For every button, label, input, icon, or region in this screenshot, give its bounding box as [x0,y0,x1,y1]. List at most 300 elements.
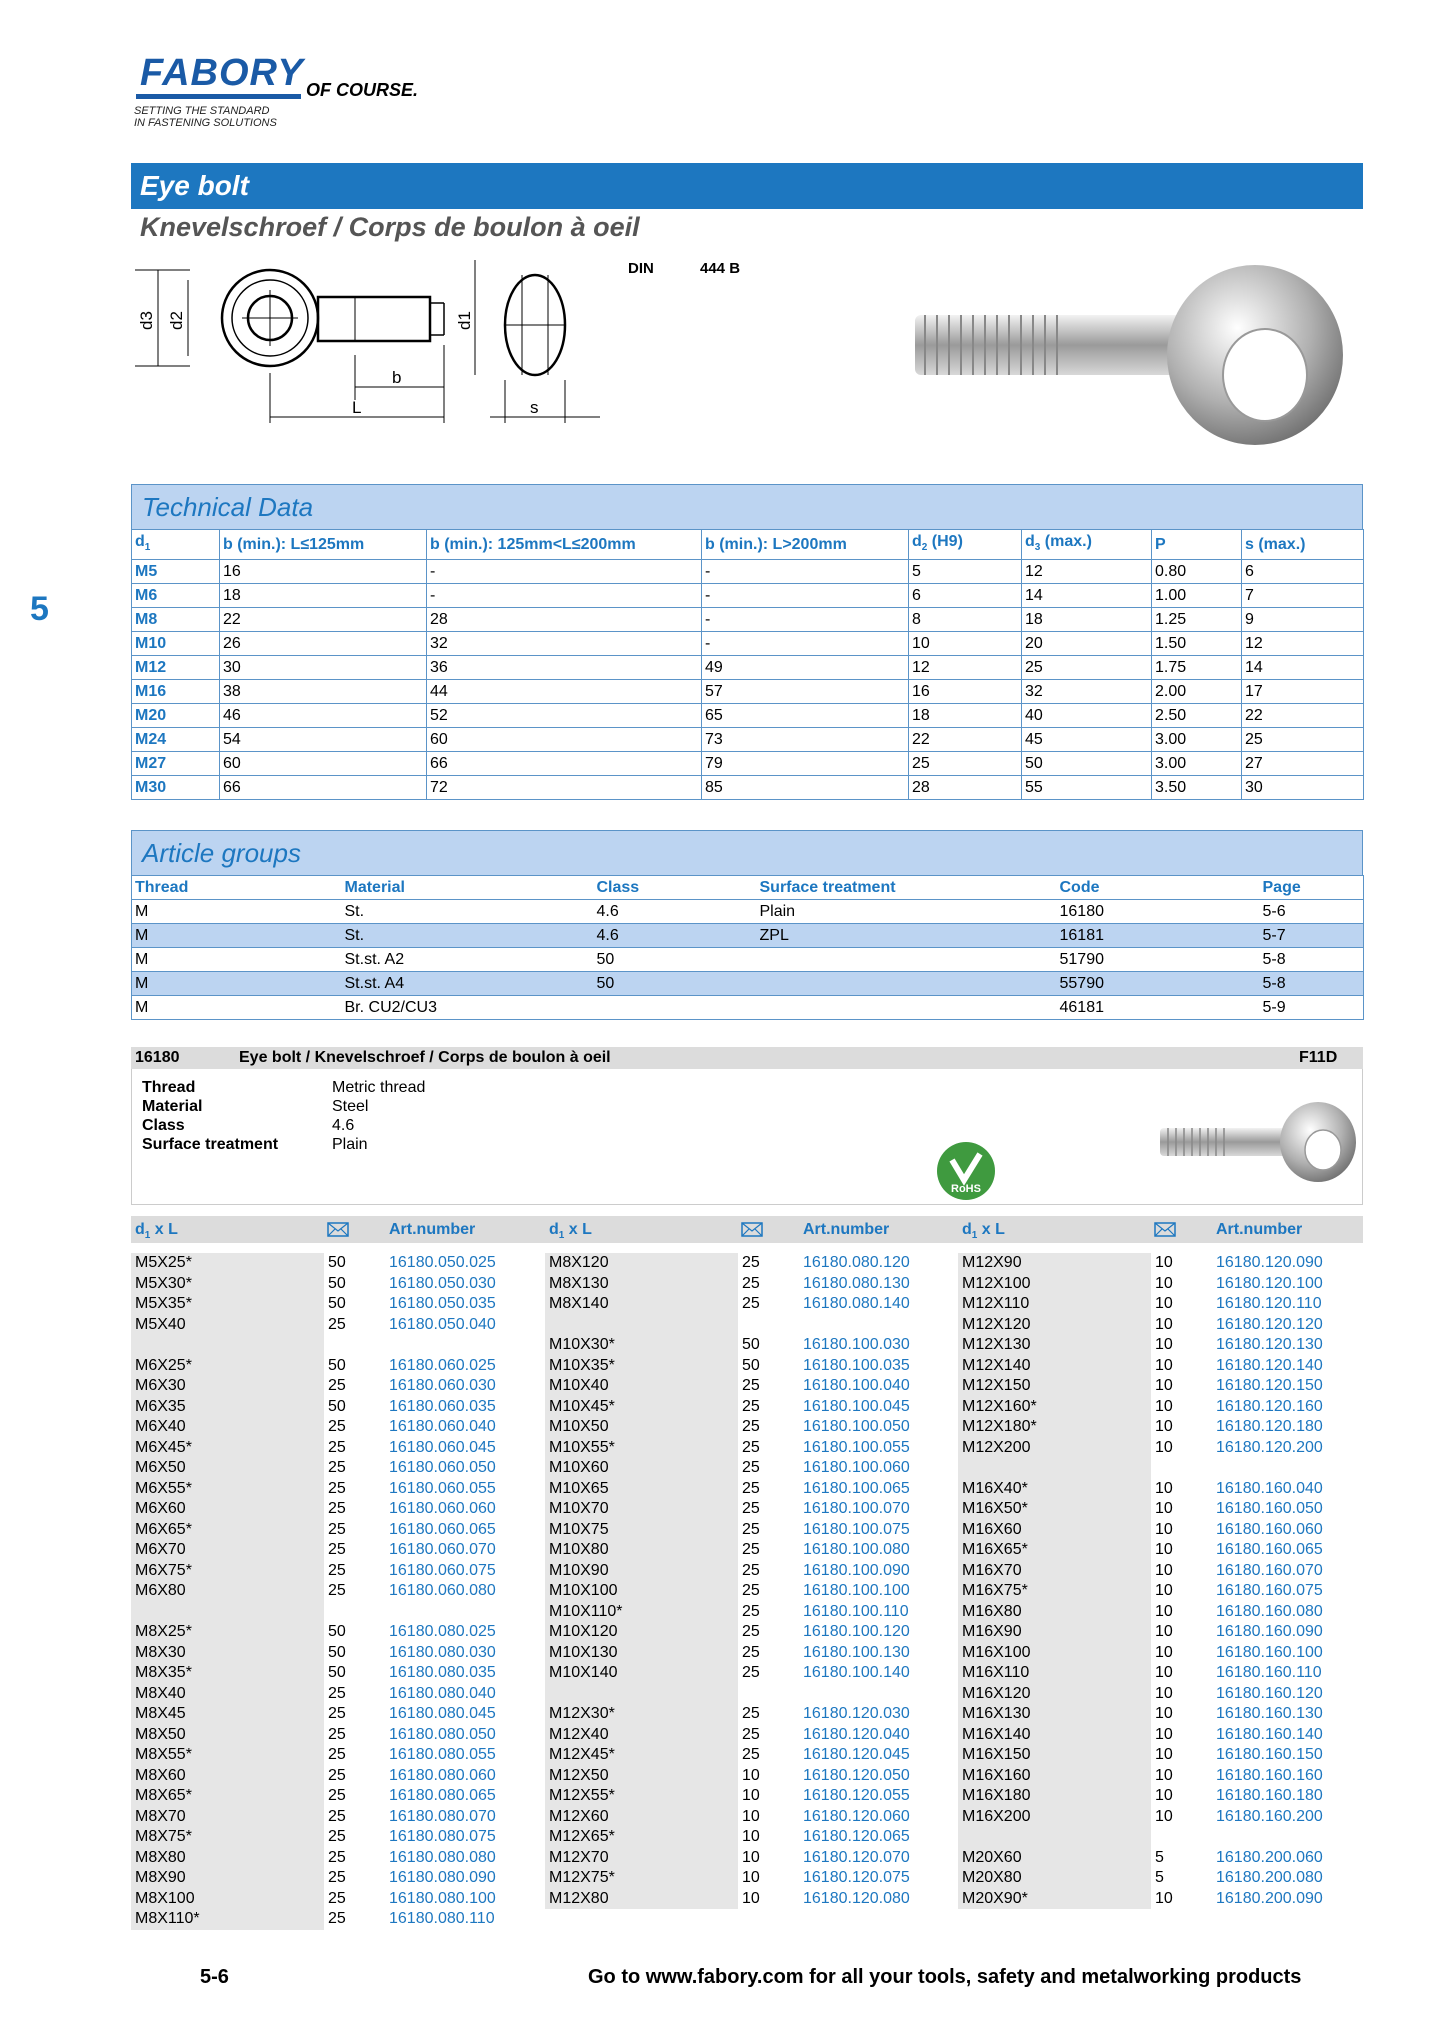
listing-art-number: 16180.100.040 [803,1377,910,1394]
listing-size: M6X30 [135,1377,186,1394]
listing-qty: 25 [328,1910,346,1927]
label-d3: d3 [137,311,156,330]
product-specs [142,1078,425,1154]
tech-cell: 6 [909,584,1022,608]
listing-qty: 25 [328,1746,346,1763]
article-cell: M [132,948,342,972]
listing-qty: 5 [1155,1848,1164,1866]
listing-qty: 25 [328,1787,346,1804]
spec-key: Material [142,1098,203,1115]
listing-size: M8X25* [135,1623,192,1640]
tech-cell: 16 [220,560,427,584]
listing-art-number: 16180.100.130 [803,1643,910,1661]
listing-qty: 25 [328,1377,346,1394]
listing-qty: 10 [742,1889,760,1907]
listing-art-number: 16180.120.055 [803,1787,910,1804]
listing-size: M12X180* [962,1418,1037,1435]
listing-qty: 25 [328,1520,346,1538]
listing-qty: 25 [742,1643,760,1661]
listing-qty: 25 [328,1848,346,1866]
listing-qty: 25 [328,1479,346,1497]
article-col-header: Code [1057,876,1260,900]
listing-size: M10X35* [549,1356,615,1374]
article-cell: St. [342,900,594,924]
article-cell [594,996,757,1020]
article-cell: 4.6 [594,924,757,948]
listing-qty: 10 [1155,1479,1173,1497]
listing-art-number: 16180.080.110 [389,1910,495,1927]
spec-value: Plain [332,1136,368,1153]
tech-cell: 18 [909,704,1022,728]
listing-size: M10X45* [549,1397,615,1415]
article-group-row [132,924,1364,948]
listing-size: M12X80 [549,1889,609,1907]
tech-cell: 12 [909,656,1022,680]
article-cell: 51790 [1057,948,1260,972]
listing-art-number: 16180.160.180 [1216,1787,1323,1804]
article-cell: M [132,924,342,948]
listing-size: M12X45* [549,1746,615,1763]
tech-row [132,776,1364,800]
article-cell: 16180 [1057,900,1260,924]
tech-cell: 3.50 [1152,776,1242,800]
listing-size: M8X130 [549,1274,609,1292]
listing-qty: 10 [1155,1684,1173,1702]
tech-thread-cell: M30 [132,776,220,800]
listing-qty: 10 [1155,1602,1173,1620]
listing-size: M8X60 [135,1766,186,1784]
listing-qty: 10 [1155,1438,1173,1456]
tech-cell: 14 [1022,584,1152,608]
tech-cell: 3.00 [1152,728,1242,752]
tech-row [132,680,1364,704]
listing-art-number: 16180.080.055 [389,1746,496,1763]
listing-qty: 10 [1155,1377,1173,1394]
tech-thread-cell: M10 [132,632,220,656]
article-cell: 5-6 [1260,900,1364,924]
article-cell: 4.6 [594,900,757,924]
tech-cell: 18 [1022,608,1152,632]
tech-cell: - [427,584,702,608]
listing-qty: 50 [328,1295,346,1312]
logo-tagline [134,105,277,129]
listing-size: M6X50 [135,1459,186,1476]
listing-art-number: 16180.060.045 [389,1438,496,1456]
listing-size: M12X120 [962,1315,1031,1333]
listing-art-number: 16180.160.160 [1216,1766,1323,1784]
size-col-header: $d_1$ x L [135,1221,178,1242]
listing-size: M10X80 [549,1541,609,1558]
listing-art-number: 16180.200.060 [1216,1848,1323,1866]
tech-row [132,728,1364,752]
listing-size: M6X75* [135,1561,192,1579]
listing-size: M10X100 [549,1582,618,1599]
listing-size: M6X25* [135,1356,192,1374]
tech-cell: 12 [1022,560,1152,584]
listing-qty: 50 [328,1254,346,1271]
tech-cell: 1.00 [1152,584,1242,608]
listing-size: M12X110 [962,1295,1030,1312]
article-cell: ZPL [757,924,1057,948]
listing-art-number: 16180.160.090 [1216,1623,1323,1640]
tech-cell: 50 [1022,752,1152,776]
listing-art-number: 16180.200.080 [1216,1869,1323,1886]
article-cell: 16181 [1057,924,1260,948]
listing-qty: 10 [1155,1274,1173,1292]
listing-art-number: 16180.160.150 [1216,1746,1323,1763]
listing-art-number: 16180.080.040 [389,1684,496,1702]
tech-cell: 2.50 [1152,704,1242,728]
listing-art-number: 16180.100.060 [803,1459,910,1476]
listing-art-number: 16180.060.040 [389,1418,496,1435]
tech-cell: 32 [1022,680,1152,704]
tech-row [132,584,1364,608]
article-groups-title: Article groups [142,838,301,868]
footer-text: Go to www.fabory.com for all your tools, safety and metalworking products [588,1966,1302,1988]
article-group-row [132,972,1364,996]
listing-qty: 25 [742,1418,760,1435]
article-col-header: Material [342,876,594,900]
listing-art-number: 16180.060.030 [389,1377,496,1394]
listing-size: M16X40* [962,1479,1028,1497]
listing-qty: 50 [328,1397,346,1415]
listing-art-number: 16180.100.120 [803,1623,910,1640]
listing-art-number: 16180.120.075 [803,1869,910,1886]
tech-thread-cell: M8 [132,608,220,632]
tech-cell: 3.00 [1152,752,1242,776]
listing-size: M12X40 [549,1725,609,1743]
tech-row [132,608,1364,632]
label-L: L [352,398,362,417]
listing-qty: 10 [742,1787,760,1804]
tech-cell: 7 [1242,584,1364,608]
listing-size: M8X55* [135,1746,192,1763]
spec-row [142,1097,425,1116]
spec-key: Thread [142,1079,196,1096]
article-cell [757,972,1057,996]
listing-art-number: 16180.050.030 [389,1274,496,1292]
tech-row [132,632,1364,656]
listing-size: M10X60 [549,1459,609,1476]
page-title: Eye bolt [140,170,249,201]
listing-size: M6X55* [135,1479,192,1497]
listing-qty: 10 [1155,1397,1173,1415]
tech-col-header: P [1152,530,1242,560]
tech-cell: 6 [1242,560,1364,584]
listing-qty: 25 [742,1705,760,1722]
tech-cell: 85 [702,776,909,800]
listing-art-number: 16180.080.065 [389,1787,496,1804]
listing-art-number: 16180.080.070 [389,1807,496,1825]
tech-cell: 18 [220,584,427,608]
listing-qty: 10 [1155,1787,1173,1804]
listing-size: M16X180 [962,1787,1031,1804]
listing-qty: 10 [1155,1418,1173,1435]
tech-col-header: $d_2$ (H9) [909,530,1022,560]
din-value: 444 B [700,260,741,277]
article-cell: St.st. A2 [342,948,594,972]
listing-art-number: 16180.080.100 [389,1889,496,1907]
listing-size: M6X35 [135,1397,186,1415]
listing-size: M8X75* [135,1828,192,1845]
listing-art-number: 16180.160.100 [1216,1643,1323,1661]
listing-art-number: 16180.120.090 [1216,1254,1323,1271]
tech-cell: 44 [427,680,702,704]
listing-size: M8X45 [135,1705,186,1722]
art-col-header: Art.number [803,1221,890,1238]
tech-cell: 36 [427,656,702,680]
listing-size: M5X25* [135,1254,192,1271]
tech-cell: 12 [1242,632,1364,656]
listing-art-number: 16180.160.200 [1216,1807,1323,1825]
listing-size: M20X90* [962,1889,1028,1907]
listing-size: M6X80 [135,1582,186,1599]
listing-qty: 50 [742,1336,760,1353]
listing-qty: 25 [742,1664,760,1681]
spec-key: Surface treatment [142,1136,279,1153]
tech-col-header: s (max.) [1242,530,1364,560]
spec-row [142,1078,425,1097]
listing-size: M16X70 [962,1561,1022,1579]
listing-size: M12X150 [962,1377,1031,1394]
tech-cell: 25 [909,752,1022,776]
tech-cell: - [427,560,702,584]
listing-size: M12X70 [549,1848,609,1866]
tech-cell: 2.00 [1152,680,1242,704]
listing-art-number: 16180.120.160 [1216,1397,1323,1415]
listing-size: M16X65* [962,1541,1028,1558]
article-cell: Br. CU2/CU3 [342,996,594,1020]
size-col-header: $d_1$ x L [549,1221,592,1242]
tech-cell: 5 [909,560,1022,584]
tech-thread-cell: M12 [132,656,220,680]
listing-size: M16X130 [962,1705,1031,1722]
tech-col-header: b (min.): 125mm<L≤200mm [427,530,702,560]
listing-size: M6X45* [135,1438,192,1456]
din-label: DIN [628,260,654,277]
chapter-number: 5 [30,590,49,628]
tech-cell: - [702,584,909,608]
product-name: Eye bolt / Knevelschroef / Corps de boulon à oeil [239,1049,611,1066]
listing-qty: 25 [328,1725,346,1743]
listing-size: M10X65 [549,1479,609,1497]
listing-art-number: 16180.100.045 [803,1397,910,1415]
tech-thread-cell: M20 [132,704,220,728]
article-group-row [132,948,1364,972]
listing-qty: 10 [1155,1725,1173,1743]
listing-qty: 10 [1155,1254,1173,1271]
article-cell: M [132,972,342,996]
listing-size: M8X90 [135,1869,186,1886]
listing-art-number: 16180.100.110 [803,1602,909,1620]
listing-art-number: 16180.160.075 [1216,1582,1323,1599]
listing-art-number: 16180.100.050 [803,1418,910,1435]
listing-art-number: 16180.160.130 [1216,1705,1323,1722]
spec-key: Class [142,1117,185,1134]
label-b: b [392,368,402,387]
article-cell: Plain [757,900,1057,924]
technical-data-title: Technical Data [142,492,314,522]
tech-cell: 54 [220,728,427,752]
tech-thread-cell: M6 [132,584,220,608]
listing-art-number: 16180.080.140 [803,1295,910,1312]
tech-cell: 1.75 [1152,656,1242,680]
listing-art-number: 16180.120.150 [1216,1377,1323,1394]
listing-size: M16X90 [962,1623,1022,1640]
listing-art-number: 16180.120.045 [803,1746,910,1763]
listing-qty: 25 [328,1684,346,1702]
article-cell: St. [342,924,594,948]
tech-cell: 38 [220,680,427,704]
listing-qty: 25 [742,1746,760,1763]
tech-cell: 20 [1022,632,1152,656]
art-col-header: Art.number [389,1221,476,1238]
listing-qty: 10 [1155,1623,1173,1640]
listing-qty: 25 [328,1418,346,1435]
listing-art-number: 16180.160.070 [1216,1561,1323,1579]
rohs-badge-icon [935,1140,997,1202]
listing-art-number: 16180.100.065 [803,1479,910,1497]
listing-art-number: 16180.080.025 [389,1623,496,1640]
listing-qty: 25 [742,1520,760,1538]
tech-cell: 14 [1242,656,1364,680]
listing-qty: 50 [328,1274,346,1292]
listing-qty: 25 [742,1295,760,1312]
listing-qty: 25 [328,1459,346,1476]
listing-art-number: 16180.080.130 [803,1274,910,1292]
spec-value: Metric thread [332,1079,426,1096]
page-number: 5-6 [200,1966,229,1988]
listing-qty: 25 [742,1274,760,1292]
listing-art-number: 16180.120.030 [803,1705,910,1722]
tech-thread-cell: M24 [132,728,220,752]
listing-qty: 50 [328,1356,346,1374]
listing-size: M10X110* [549,1602,623,1620]
listing-size: M12X140 [962,1356,1031,1374]
listing-qty: 10 [1155,1807,1173,1825]
listing-qty: 50 [328,1623,346,1640]
listing-qty: 25 [328,1807,346,1825]
listing-art-number: 16180.120.140 [1216,1356,1323,1374]
listing-art-number: 16180.100.035 [803,1356,910,1374]
logo-suffix: OF COURSE. [306,80,419,100]
listing-size: M8X140 [549,1295,609,1312]
tech-cell: 30 [1242,776,1364,800]
listing-qty: 25 [328,1315,346,1333]
label-d1: d1 [455,311,474,330]
listing-size: M8X120 [549,1254,609,1271]
listing-qty: 10 [1155,1520,1173,1538]
listing-qty: 10 [1155,1336,1173,1353]
listing-qty: 25 [742,1479,760,1497]
tech-col-header: $d_1$ [132,530,220,560]
listing-art-number: 16180.080.045 [389,1705,496,1722]
tech-cell: 8 [909,608,1022,632]
tech-cell: 60 [220,752,427,776]
eye-bolt-photo [910,255,1350,455]
listing-art-number: 16180.100.030 [803,1336,910,1353]
logo-underline [136,94,301,99]
listing-size: M6X65* [135,1520,192,1538]
article-cell [757,948,1057,972]
listing-art-number: 16180.120.100 [1216,1274,1323,1292]
listing-art-number: 16180.100.090 [803,1561,910,1579]
listing-size: M16X60 [962,1520,1022,1538]
listing-qty: 10 [742,1807,760,1825]
listing-size: M20X60 [962,1848,1022,1866]
listing-art-number: 16180.080.080 [389,1848,496,1866]
listing-qty: 25 [328,1438,346,1456]
listing-qty: 25 [328,1889,346,1907]
listing-art-number: 16180.160.140 [1216,1725,1323,1743]
listing-qty: 25 [328,1561,346,1579]
listing-art-number: 16180.080.035 [389,1664,496,1681]
listing-size: M10X140 [549,1664,618,1681]
article-cell: 5-8 [1260,972,1364,996]
art-col-header: Art.number [1216,1221,1303,1238]
tech-row [132,704,1364,728]
product-ref: F11D [1299,1049,1338,1066]
listing-art-number: 16180.120.130 [1216,1336,1323,1353]
listing-art-number: 16180.050.025 [389,1254,496,1271]
listing-size: M12X90 [962,1254,1022,1271]
listing-size: M5X35* [135,1295,192,1312]
listing-art-number: 16180.060.065 [389,1520,496,1538]
listing-art-number: 16180.120.120 [1216,1315,1323,1333]
listing-qty: 10 [1155,1664,1173,1681]
listing-size: M8X100 [135,1889,195,1907]
tech-cell: 55 [1022,776,1152,800]
tech-cell: 28 [909,776,1022,800]
listing-art-number: 16180.080.030 [389,1643,496,1661]
tech-col-header: b (min.): L≤125mm [220,530,427,560]
listing-art-number: 16180.100.075 [803,1520,910,1538]
envelope-icon [741,1222,763,1242]
listing-qty: 10 [1155,1705,1173,1722]
listing-art-number: 16180.100.055 [803,1438,910,1456]
listing-qty: 10 [1155,1746,1173,1763]
tech-cell: 25 [1242,728,1364,752]
listing-qty: 10 [742,1766,760,1784]
technical-data-header [131,484,1363,530]
listing-art-number: 16180.100.080 [803,1541,910,1558]
tech-cell: 10 [909,632,1022,656]
envelope-icon [327,1222,349,1242]
listing-qty: 25 [742,1602,760,1620]
rohs-label: RoHS [951,1183,981,1195]
listing-qty: 10 [1155,1582,1173,1599]
tech-thread-cell: M16 [132,680,220,704]
listing-qty: 10 [742,1848,760,1866]
listing-qty: 10 [1155,1643,1173,1661]
article-cell: M [132,996,342,1020]
listing-size: M6X60 [135,1500,186,1517]
product-code: 16180 [135,1049,180,1066]
technical-drawing [130,255,620,425]
listing-size: M16X140 [962,1725,1031,1743]
tech-cell: 16 [909,680,1022,704]
page-subtitle: Knevelschroef / Corps de boulon à oeil [140,212,640,242]
tech-cell: 22 [1242,704,1364,728]
listing-size: M16X200 [962,1807,1031,1825]
article-cell: 5-9 [1260,996,1364,1020]
tech-cell: 60 [427,728,702,752]
listing-art-number: 16180.080.090 [389,1869,496,1886]
listing-art-number: 16180.160.050 [1216,1500,1323,1517]
label-s: s [530,398,539,417]
listing-art-number: 16180.080.120 [803,1254,910,1271]
listing-qty: 25 [742,1438,760,1456]
